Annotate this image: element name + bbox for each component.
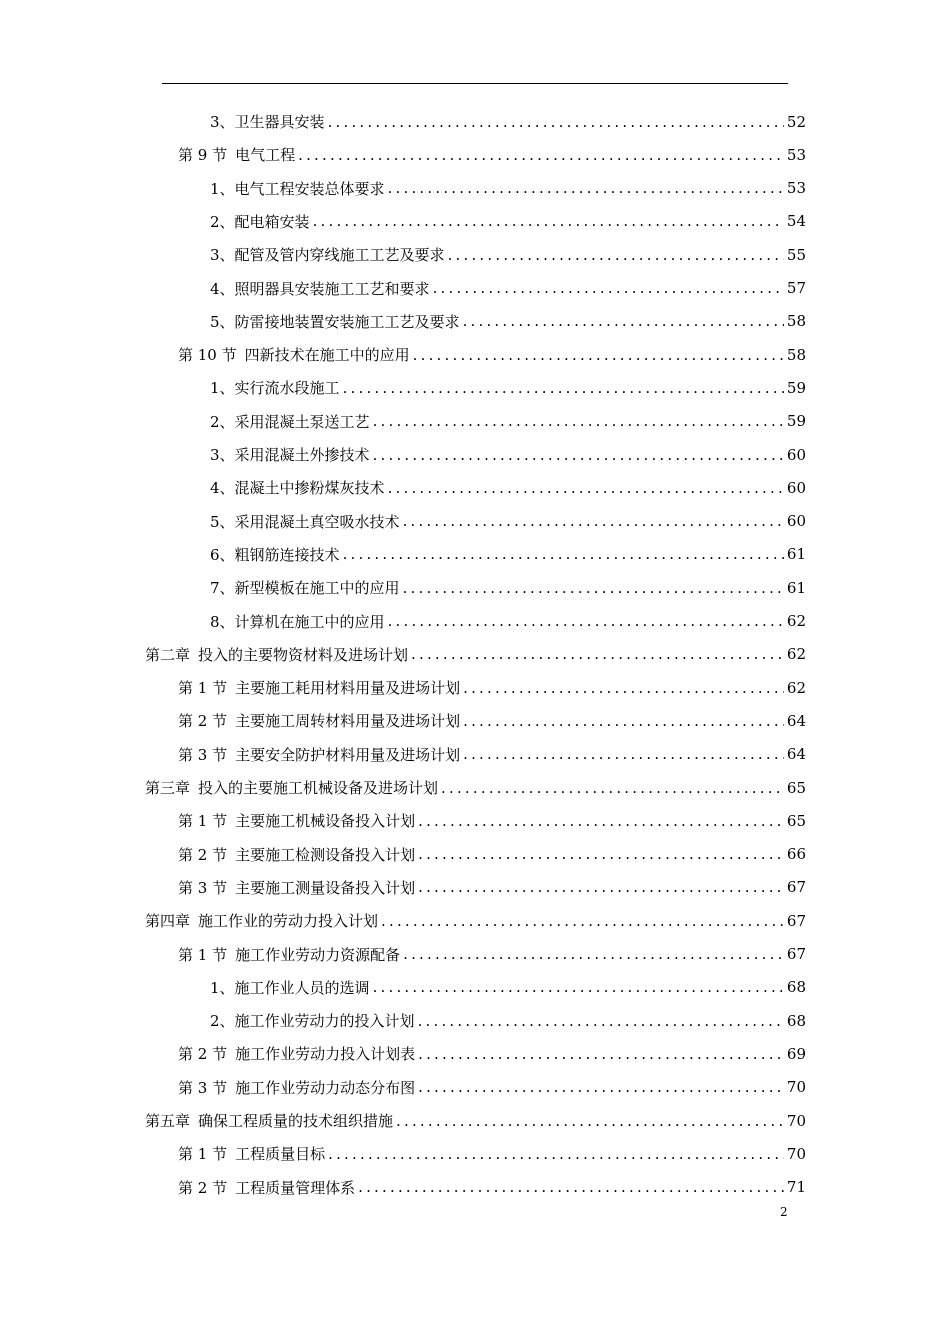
toc-entry-number: 第 1 节 [178, 945, 228, 964]
toc-dot-leader [396, 1112, 784, 1130]
toc-dot-leader [463, 679, 784, 697]
toc-entry-number: 3、 [210, 113, 235, 131]
toc-entry-title: 粗钢筋连接技术 [234, 545, 340, 564]
toc-entry-title: 施工作业劳动力的投入计划 [234, 1012, 415, 1031]
toc-dot-leader [463, 745, 784, 763]
toc-dot-leader [418, 1012, 784, 1030]
toc-entry-page: 59 [786, 412, 806, 431]
toc-entry-section[interactable] [178, 938, 806, 971]
toc-entry-item[interactable] [210, 371, 806, 404]
page-number: 2 [780, 1205, 788, 1219]
toc-entry-page: 68 [786, 978, 806, 997]
toc-entry-page: 60 [786, 512, 806, 531]
toc-entry-page: 61 [786, 545, 806, 564]
toc-entry-number: 2、 [210, 212, 235, 231]
toc-entry-number: 第 3 节 [178, 745, 228, 764]
toc-entry-title: 主要施工机械设备投入计划 [235, 812, 416, 831]
toc-entry-section[interactable] [178, 1171, 806, 1204]
toc-entry-page: 67 [786, 945, 806, 963]
toc-entry-section[interactable] [178, 1071, 806, 1104]
toc-dot-leader [418, 845, 784, 863]
toc-dot-leader [388, 179, 784, 197]
toc-entry-item[interactable] [210, 538, 806, 571]
toc-entry-title: 采用混凝土泵送工艺 [234, 412, 370, 431]
toc-entry-page: 61 [786, 578, 806, 597]
header-rule [162, 83, 788, 84]
toc-entry-page: 71 [786, 1178, 806, 1197]
toc-entry-item[interactable] [210, 505, 806, 538]
toc-dot-leader [418, 812, 784, 830]
toc-entry-section[interactable] [178, 704, 806, 737]
toc-entry-title: 施工作业的劳动力投入计划 [198, 912, 379, 931]
toc-dot-leader [413, 346, 784, 364]
toc-entry-number: 第二章 [145, 645, 191, 664]
toc-dot-leader [358, 1178, 784, 1196]
toc-entry-item[interactable] [210, 272, 806, 305]
toc-entry-number: 第 3 节 [178, 878, 228, 897]
toc-entry-number: 5、 [210, 312, 235, 331]
toc-entry-page: 58 [786, 312, 806, 331]
toc-entry-section[interactable] [178, 838, 806, 871]
toc-entry-item[interactable] [210, 1004, 806, 1037]
toc-dot-leader [403, 579, 784, 597]
toc-dot-leader [403, 512, 784, 530]
toc-entry-number: 第三章 [145, 779, 191, 797]
toc-entry-title: 工程质量目标 [235, 1145, 326, 1164]
toc-entry-page: 66 [786, 845, 806, 864]
toc-entry-number: 4、 [210, 479, 235, 498]
toc-entry-page: 59 [786, 378, 806, 397]
toc-entry-title: 电气工程安装总体要求 [234, 179, 385, 198]
toc-entry-title: 施工作业劳动力投入计划表 [235, 1045, 416, 1064]
toc-dot-leader [448, 246, 784, 264]
toc-entry-title: 混凝土中掺粉煤灰技术 [234, 479, 385, 498]
toc-entry-item[interactable] [210, 305, 806, 338]
toc-dot-leader [328, 1145, 784, 1163]
toc-entry-title: 投入的主要物资材料及进场计划 [198, 645, 409, 664]
toc-entry-title: 采用混凝土真空吸水技术 [234, 512, 400, 531]
toc-entry-number: 第 10 节 [178, 346, 237, 365]
toc-dot-leader [373, 412, 784, 430]
toc-entry-section[interactable] [178, 871, 806, 904]
toc-entry-number: 第五章 [145, 1112, 191, 1130]
toc-entry-page: 60 [786, 445, 806, 464]
toc-entry-item[interactable] [210, 605, 806, 638]
toc-entry-number: 第四章 [145, 912, 191, 931]
toc-entry-page: 70 [786, 1144, 806, 1163]
toc-dot-leader [388, 479, 784, 497]
toc-entry-title: 确保工程质量的技术组织措施 [198, 1112, 394, 1130]
toc-entry-page: 52 [786, 112, 806, 131]
toc-entry-title: 防雷接地装置安装施工工艺及要求 [234, 312, 460, 331]
toc-dot-leader [418, 878, 784, 896]
toc-dot-leader [463, 312, 784, 330]
toc-entry-page: 65 [786, 778, 806, 797]
toc-entry-page: 53 [786, 179, 806, 198]
toc-dot-leader [403, 945, 784, 963]
toc-entry-number: 第 2 节 [178, 1178, 228, 1197]
toc-dot-leader [418, 1045, 784, 1063]
toc-entry-page: 69 [786, 1044, 806, 1063]
toc-entry-number: 第 2 节 [178, 1045, 228, 1064]
toc-entry-section[interactable] [178, 671, 806, 704]
toc-entry-title: 施工作业劳动力资源配备 [235, 945, 401, 964]
toc-entry-title: 主要施工检测设备投入计划 [235, 845, 416, 864]
toc-entry-title: 采用混凝土外掺技术 [234, 446, 370, 464]
toc-entry-item[interactable] [210, 238, 806, 271]
toc-dot-leader [373, 978, 784, 996]
toc-dot-leader [373, 446, 784, 464]
toc-entry-page: 64 [786, 745, 806, 764]
toc-entry-item[interactable] [210, 405, 806, 438]
toc-entry-section[interactable] [178, 1037, 806, 1070]
toc-entry-number: 1、 [210, 179, 235, 198]
toc-entry-page: 58 [786, 345, 806, 364]
toc-entry-number: 4、 [210, 279, 235, 298]
toc-dot-leader [381, 912, 784, 930]
toc-entry-page: 62 [786, 645, 806, 664]
toc-entry-title: 投入的主要施工机械设备及进场计划 [198, 779, 439, 797]
toc-entry-number: 8、 [210, 612, 235, 631]
toc-entry-number: 7、 [210, 579, 235, 598]
toc-entry-title: 主要施工测量设备投入计划 [235, 878, 416, 897]
toc-entry-chapter[interactable] [145, 771, 806, 804]
toc-entry-number: 第 1 节 [178, 1145, 228, 1164]
toc-entry-number: 3、 [210, 246, 235, 265]
toc-entry-page: 53 [786, 145, 806, 164]
toc-entry-item[interactable] [210, 438, 806, 471]
toc-entry-title: 配管及管内穿线施工工艺及要求 [234, 246, 445, 265]
toc-entry-chapter[interactable] [145, 638, 806, 671]
toc-entry-page: 54 [786, 212, 806, 231]
toc-entry-number: 第 1 节 [178, 679, 228, 698]
toc-entry-section[interactable] [178, 138, 806, 171]
toc-dot-leader [463, 712, 784, 730]
toc-dot-leader [411, 645, 784, 663]
toc-entry-number: 第 2 节 [178, 712, 228, 731]
toc-entry-page: 67 [786, 878, 806, 897]
toc-entry-title: 计算机在施工中的应用 [234, 612, 385, 631]
toc-dot-leader [388, 612, 784, 630]
toc-entry-title: 工程质量管理体系 [235, 1178, 356, 1197]
toc-entry-title: 新型模板在施工中的应用 [234, 579, 400, 598]
toc-entry-number: 1、 [210, 379, 235, 398]
toc-entry-title: 主要施工周转材料用量及进场计划 [235, 712, 461, 731]
toc-entry-page: 70 [786, 1078, 806, 1097]
toc-dot-leader [343, 379, 784, 397]
toc-entry-title: 实行流水段施工 [234, 379, 340, 398]
toc-dot-leader [418, 1078, 784, 1096]
toc-entry-item[interactable] [210, 172, 806, 205]
toc-entry-page: 68 [786, 1011, 806, 1030]
toc-entry-number: 2、 [210, 1012, 235, 1031]
toc-entry-page: 60 [786, 478, 806, 497]
toc-entry-chapter[interactable] [145, 1104, 806, 1137]
toc-entry-item[interactable] [210, 571, 806, 604]
toc-entry-page: 64 [786, 711, 806, 730]
toc-entry-item[interactable] [210, 971, 806, 1004]
toc-entry-number: 5、 [210, 512, 235, 531]
toc-entry-number: 第 2 节 [178, 845, 228, 864]
toc-entry-section[interactable] [178, 804, 806, 837]
toc-entry-number: 6、 [210, 545, 235, 564]
toc-entry-page: 62 [786, 678, 806, 697]
toc-entry-number: 1、 [210, 978, 235, 997]
toc-entry-section[interactable] [178, 1137, 806, 1170]
toc-entry-item[interactable] [210, 205, 806, 238]
toc-entry-number: 3、 [210, 446, 235, 464]
toc-entry-number: 第 9 节 [178, 146, 228, 165]
toc-entry-title: 电气工程 [235, 146, 296, 165]
toc-entry-number: 2、 [210, 412, 235, 431]
toc-entry-chapter[interactable] [145, 904, 806, 937]
toc-entry-title: 主要施工耗用材料用量及进场计划 [235, 679, 461, 698]
toc-entry-section[interactable] [178, 738, 806, 771]
toc-dot-leader [343, 545, 784, 563]
toc-entry-page: 67 [786, 911, 806, 930]
toc-dot-leader [441, 779, 784, 797]
toc-entry-title: 施工作业劳动力动态分布图 [235, 1078, 416, 1097]
toc-dot-leader [328, 113, 784, 131]
toc-entry-title: 施工作业人员的选调 [234, 978, 370, 997]
toc-entry-item[interactable] [210, 105, 806, 138]
toc-entry-title: 照明器具安装施工工艺和要求 [234, 279, 430, 298]
toc-entry-title: 主要安全防护材料用量及进场计划 [235, 745, 461, 764]
toc-entry-page: 70 [786, 1111, 806, 1130]
toc-entry-title: 配电箱安装 [234, 212, 310, 231]
toc-entry-number: 第 3 节 [178, 1078, 228, 1097]
toc-dot-leader [298, 146, 784, 164]
toc-entry-title: 卫生器具安装 [234, 113, 325, 131]
toc-entry-page: 62 [786, 612, 806, 630]
toc-entry-page: 55 [786, 245, 806, 264]
toc-entry-section[interactable] [178, 338, 806, 371]
toc-entry-page: 57 [786, 279, 806, 297]
toc-entry-item[interactable] [210, 471, 806, 504]
toc-entry-page: 65 [786, 811, 806, 830]
toc-entry-number: 第 1 节 [178, 812, 228, 831]
toc-dot-leader [313, 212, 784, 230]
toc-entry-title: 四新技术在施工中的应用 [244, 346, 410, 365]
toc-dot-leader [433, 279, 784, 297]
